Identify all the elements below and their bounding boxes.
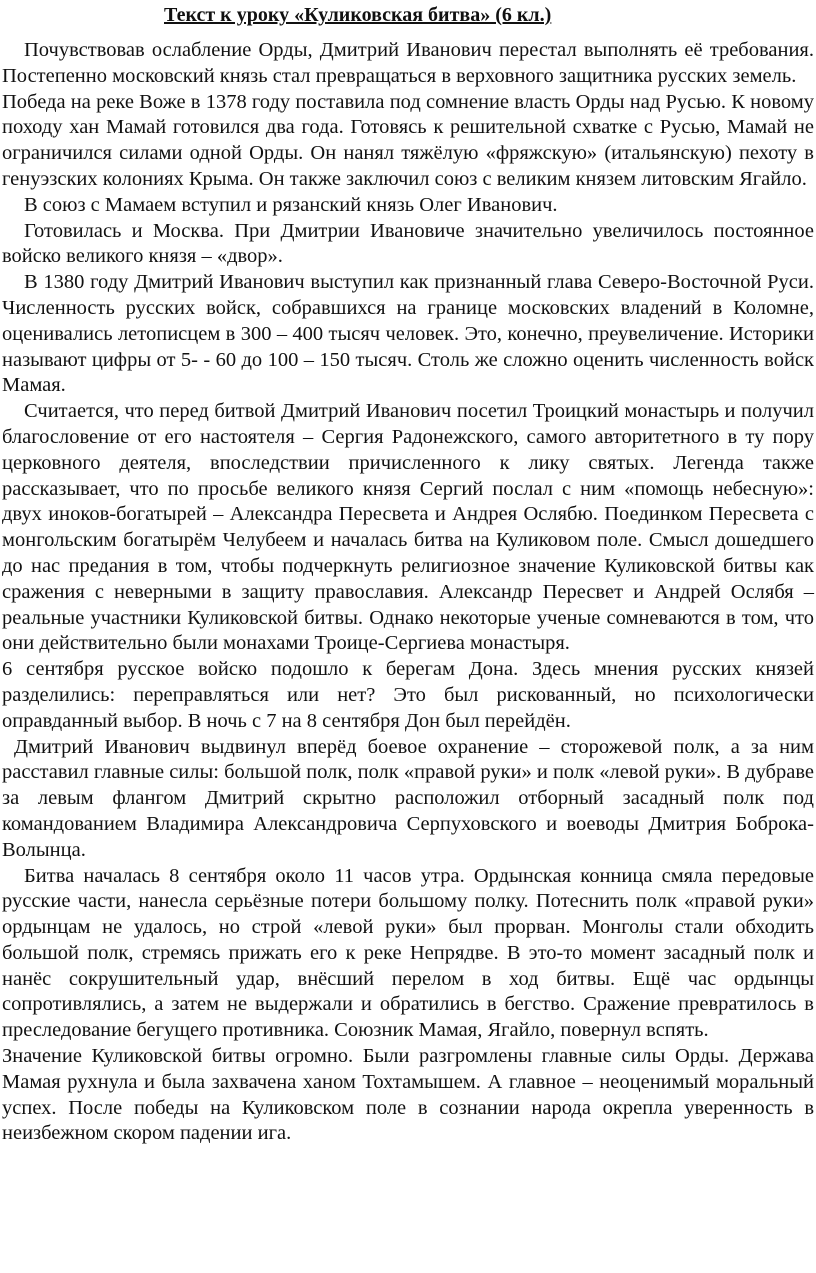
paragraph-6: Считается, что перед битвой Дмитрий Иванович посетил Троицкий монастырь и получил благословение от его настоятеля – Сергия Радонежского, самого авторитетного в ту пору церковного деятеля, впоследствии причисленного к лику святых. Легенда также рассказывает, что по просьбе великого князя Сергий послал с ним «помощь небесную»: двух иноков-богатырей – Александра Пересвета и Андрея Ослябю. Поединком Пересвета с монгольским богатырём Челубеем и началась битва на Куликовом поле. Смысл дошедшего до нас предания в том, чтобы подчеркнуть религиозное значение Куликовской битвы как сражения с неверными в защиту православия. Александр Пересвет и Андрей Ослябя – реальные участники Куликовской битвы. Однако некоторые ученые сомневаются в том, что они действительно были монахами Троице-Сергиева монастыря. — [2, 400, 814, 655]
document-title: Текст к уроку «Куликовская битва» (6 кл.) — [164, 4, 552, 26]
paragraph-5: В 1380 году Дмитрий Иванович выступил как признанный глава Северо-Восточной Руси. Численность русских войск, собравшихся на границе московских владений в Коломне, оценивались летописцем в 300 – 400 тысяч человек. Это, конечно, преувеличение. Историки называют цифры от 5- - 60 до 100 – 150 тысяч. Столь же сложно оценить численность войск Мамая. — [2, 271, 814, 397]
paragraph-3: В союз с Мамаем вступил и рязанский князь Олег Иванович. — [24, 193, 558, 216]
paragraph-7: 6 сентября русское войско подошло к берегам Дона. Здесь мнения русских князей разделились: переправляться или нет? Это был рискованный, но психологически оправданный выбор. В ночь с 7 на 8 сентября Дон был перейдён. — [2, 658, 814, 732]
paragraph-10: Значение Куликовской битвы огромно. Были разгромлены главные силы Орды. Держава Мамая рухнула и была захвачена ханом Тохтамышем. А главное – неоценимый моральный успех. После победы на Куликовском поле в сознании народа окрепла уверенность в неизбежном скором падении ига. — [2, 1045, 814, 1145]
paragraph-9: Битва началась 8 сентября около 11 часов утра. Ордынская конница смяла передовые русские части, нанесла серьёзные потери большому полку. Потеснить полк «правой руки» ордынцам не удалось, но строй «левой руки» был прорван. Монголы стали обходить большой полк, стремясь прижать его к реке Непрядве. В это-то момент засадный полк и нанёс сокрушительный удар, внёсший перелом в ход битвы. Ещё час ордынцы сопротивлялись, а затем не выдержали и обратились в бегство. Сражение превратилось в преследование бегущего противника. Союзник Мамая, Ягайло, повернул вспять. — [2, 864, 814, 1042]
paragraph-8: Дмитрий Иванович выдвинул вперёд боевое охранение – сторожевой полк, а за ним расставил главные силы: большой полк, полк «правой руки» и полк «левой руки». В дубраве за левым флангом Дмитрий скрытно расположил отборный засадный полк под командованием Владимира Александровича Серпуховского и воеводы Дмитрия Боброка-Волынца. — [2, 735, 814, 861]
paragraph-2: Победа на реке Воже в 1378 году поставила под сомнение власть Орды над Русью. К новому походу хан Мамай готовился два года. Готовясь к решительной схватке с Русью, Мамай не ограничился силами одной Орды. Он нанял тяжёлую «фряжскую» (итальянскую) пехоту в генуэзских колониях Крыма. Он также заключил союз с великим князем литовским Ягайло. — [2, 90, 814, 190]
paragraph-1: Почувствовав ослабление Орды, Дмитрий Иванович перестал выполнять её требования. Постепенно московский князь стал превращаться в верховного защитника русских земель. — [2, 39, 814, 87]
paragraph-4: Готовилась и Москва. При Дмитрии Ивановиче значительно увеличилось постоянное войско великого князя – «двор». — [2, 219, 814, 268]
